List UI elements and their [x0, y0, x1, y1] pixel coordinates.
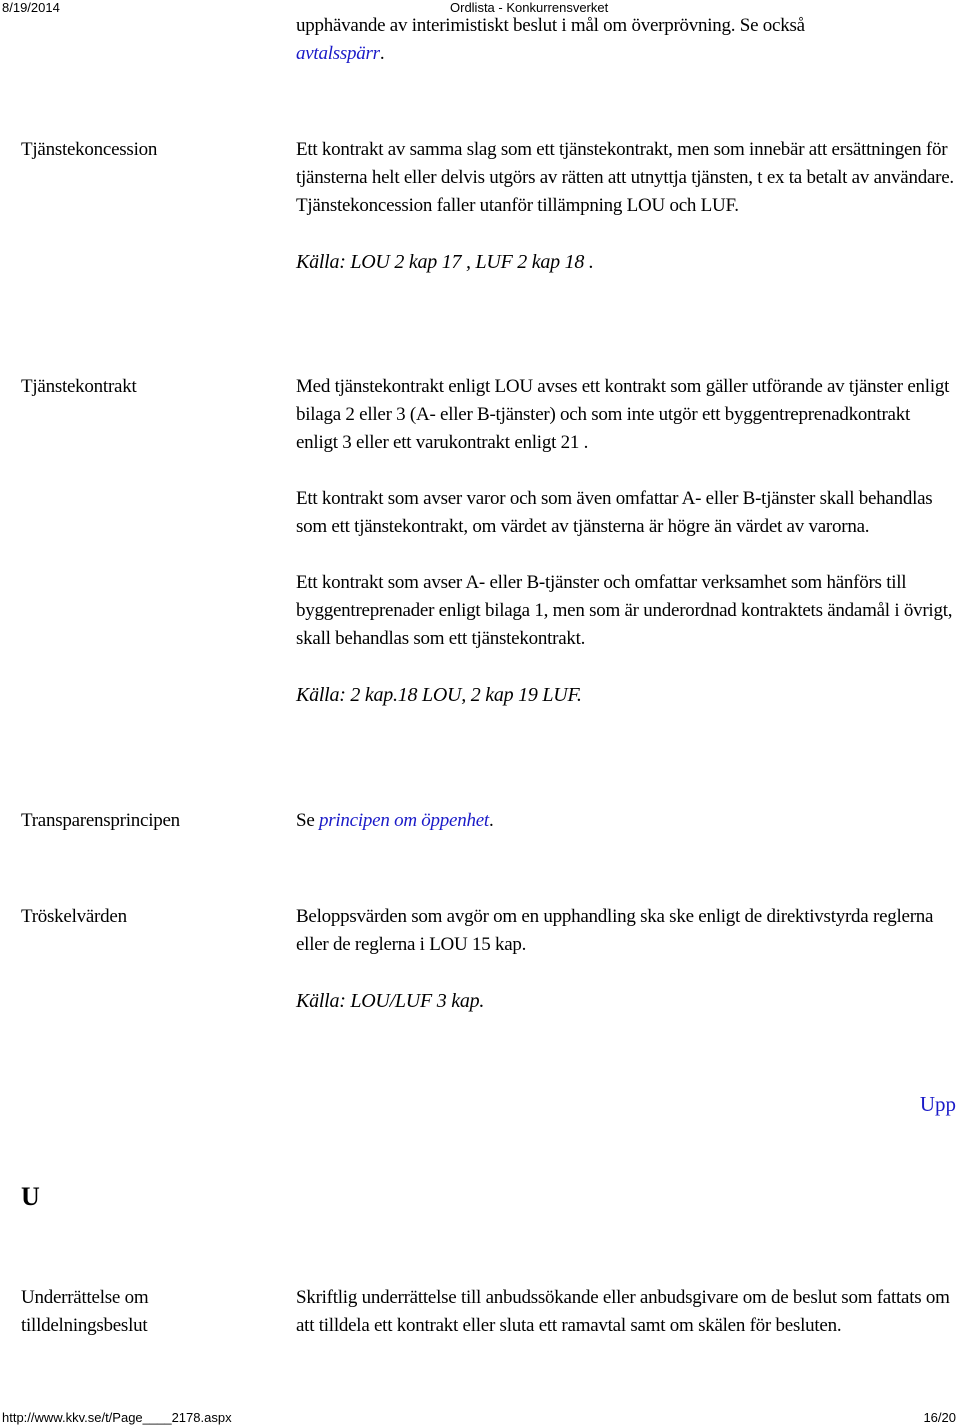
- link-avtalsparr[interactable]: avtalsspärr: [296, 43, 380, 64]
- term-transparensprincipen: Transparensprincipen: [21, 810, 180, 831]
- term-underrattelse-om-tilldelningsbeslut: Underrättelse om tilldelningsbeslut: [21, 1287, 149, 1336]
- definition-transparensprincipen: [296, 807, 956, 835]
- definition-paragraph: Ett kontrakt som avser varor och som även omfattar A- eller B-tjänster skall behandlas som ett tjänstekontrakt, om värdet av tjänsterna är högre än värdet av varorna.: [296, 488, 933, 537]
- fragment-text: upphävande av interimistiskt beslut i mål om överprövning. Se också: [296, 15, 805, 36]
- print-date: 8/19/2014: [2, 0, 60, 15]
- print-title: Ordlista - Konkurrensverket: [450, 0, 609, 15]
- definition-tjanstekontrakt: [296, 373, 956, 709]
- fragment-period: .: [379, 43, 385, 64]
- definition-troskelvarden: [296, 903, 956, 1015]
- source-reference: Källa: LOU 2 kap 17 , LUF 2 kap 18 .: [296, 251, 594, 273]
- term-tjanstekoncession: Tjänstekoncession: [21, 139, 158, 160]
- definition-paragraph: Ett kontrakt av samma slag som ett tjänstekontrakt, men som innebär att ersättningen för tjänsterna helt eller delvis utgörs av rätten att utnyttja tjänsten, t ex ta betalt av användare. Tjänstekoncession faller utanför tillämpning LOU och LUF.: [296, 139, 954, 216]
- back-to-top-link[interactable]: Upp: [919, 1092, 956, 1116]
- term-tjanstekontrakt: Tjänstekontrakt: [21, 376, 137, 397]
- definition-paragraph: Beloppsvärden som avgör om en upphandling ska ske enligt de direktivstyrda reglerna eller de reglerna i LOU 15 kap.: [296, 906, 934, 955]
- term-troskelvarden: Tröskelvärden: [21, 906, 127, 927]
- see-prefix: Se: [296, 810, 319, 831]
- source-reference: Källa: 2 kap.18 LOU, 2 kap 19 LUF.: [296, 684, 582, 706]
- section-letter-heading: U: [21, 1182, 40, 1211]
- link-principen-om-oppenhet[interactable]: principen om öppenhet: [319, 810, 489, 831]
- definition-tjanstekoncession: [296, 136, 956, 276]
- print-footer: [0, 1410, 960, 1426]
- print-page-number: 16/20: [923, 1410, 956, 1425]
- definition-paragraph: Ett kontrakt som avser A- eller B-tjänster och omfattar verksamhet som hänförs till byggentreprenader enligt bilaga 1, men som är underordnad kontraktets ändamål i övrigt, skall behandlas som ett tjänstekontrakt.: [296, 572, 953, 649]
- definition-paragraph: Skriftlig underrättelse till anbudssökande eller anbudsgivare om de beslut som fattats om att tilldela ett kontrakt eller sluta ett ramavtal samt om skälen för besluten.: [296, 1287, 950, 1336]
- print-url: http://www.kkv.se/t/Page____2178.aspx: [2, 1410, 232, 1425]
- definition-underrattelse: [296, 1284, 956, 1340]
- definition-paragraph: Med tjänstekontrakt enligt LOU avses ett kontrakt som gäller utförande av tjänster enligt bilaga 2 eller 3 (A- eller B-tjänster) och som inte utgör ett byggentreprenadkontrakt enligt 3 eller ett varukontrakt enligt 21 .: [296, 376, 950, 453]
- see-suffix: .: [488, 810, 494, 831]
- source-reference: Källa: LOU/LUF 3 kap.: [296, 990, 485, 1012]
- previous-definition-tail: [296, 12, 956, 68]
